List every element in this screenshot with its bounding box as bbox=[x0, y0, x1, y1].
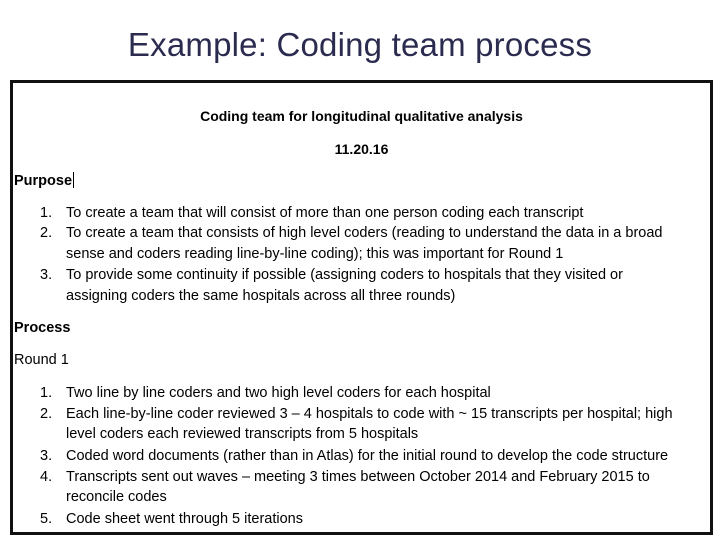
document-date: 11.20.16 bbox=[334, 141, 389, 157]
round-item-3-line-1: Coded word documents (rather than in Atlas) for the initial round to develop the code structure bbox=[66, 448, 669, 464]
round-item-4-number: 4. bbox=[40, 469, 53, 485]
purpose-item-3-line-1: To provide some continuity if possible (assigning coders to hospitals that they visited or bbox=[66, 267, 623, 283]
purpose-label: Purpose bbox=[14, 173, 73, 189]
process-heading: Process bbox=[14, 320, 71, 336]
round-item-2-line-1: Each line-by-line coder reviewed 3 – 4 hospitals to code with ~ 15 transcripts per hospital; high bbox=[66, 406, 673, 422]
purpose-item-3-line-2: assigning coders the same hospitals across all three rounds) bbox=[66, 288, 456, 304]
purpose-heading bbox=[14, 172, 74, 190]
purpose-item-2-line-1: To create a team that consists of high level coders (reading to understand the data in a broad bbox=[66, 225, 663, 241]
round-item-1-number: 1. bbox=[40, 385, 53, 401]
document-screenshot bbox=[10, 80, 713, 535]
purpose-item-2-line-2: sense and coders reading line-by-line coding); this was important for Round 1 bbox=[66, 246, 564, 262]
round-item-2-number: 2. bbox=[40, 406, 53, 422]
round-item-3-number: 3. bbox=[40, 448, 53, 464]
document-heading: Coding team for longitudinal qualitative analysis bbox=[200, 108, 523, 124]
document-body bbox=[13, 83, 710, 532]
round-item-5-line-1: Code sheet went through 5 iterations bbox=[66, 511, 303, 527]
text-cursor bbox=[73, 172, 74, 188]
purpose-item-2-number: 2. bbox=[40, 225, 53, 241]
round-item-1-line-1: Two line by line coders and two high level coders for each hospital bbox=[66, 385, 491, 401]
round-heading: Round 1 bbox=[14, 352, 69, 368]
purpose-item-3-number: 3. bbox=[40, 267, 53, 283]
round-item-4-line-1: Transcripts sent out waves – meeting 3 times between October 2014 and February 2015 to bbox=[66, 469, 650, 485]
purpose-item-1-number: 1. bbox=[40, 205, 53, 221]
round-item-2-line-2: level coders each reviewed transcripts from 5 hospitals bbox=[66, 426, 419, 442]
round-item-5-number: 5. bbox=[40, 511, 53, 527]
purpose-item-1-line-1: To create a team that will consist of more than one person coding each transcript bbox=[66, 205, 584, 221]
round-item-4-line-2: reconcile codes bbox=[66, 489, 167, 505]
slide-title: Example: Coding team process bbox=[127, 26, 593, 63]
